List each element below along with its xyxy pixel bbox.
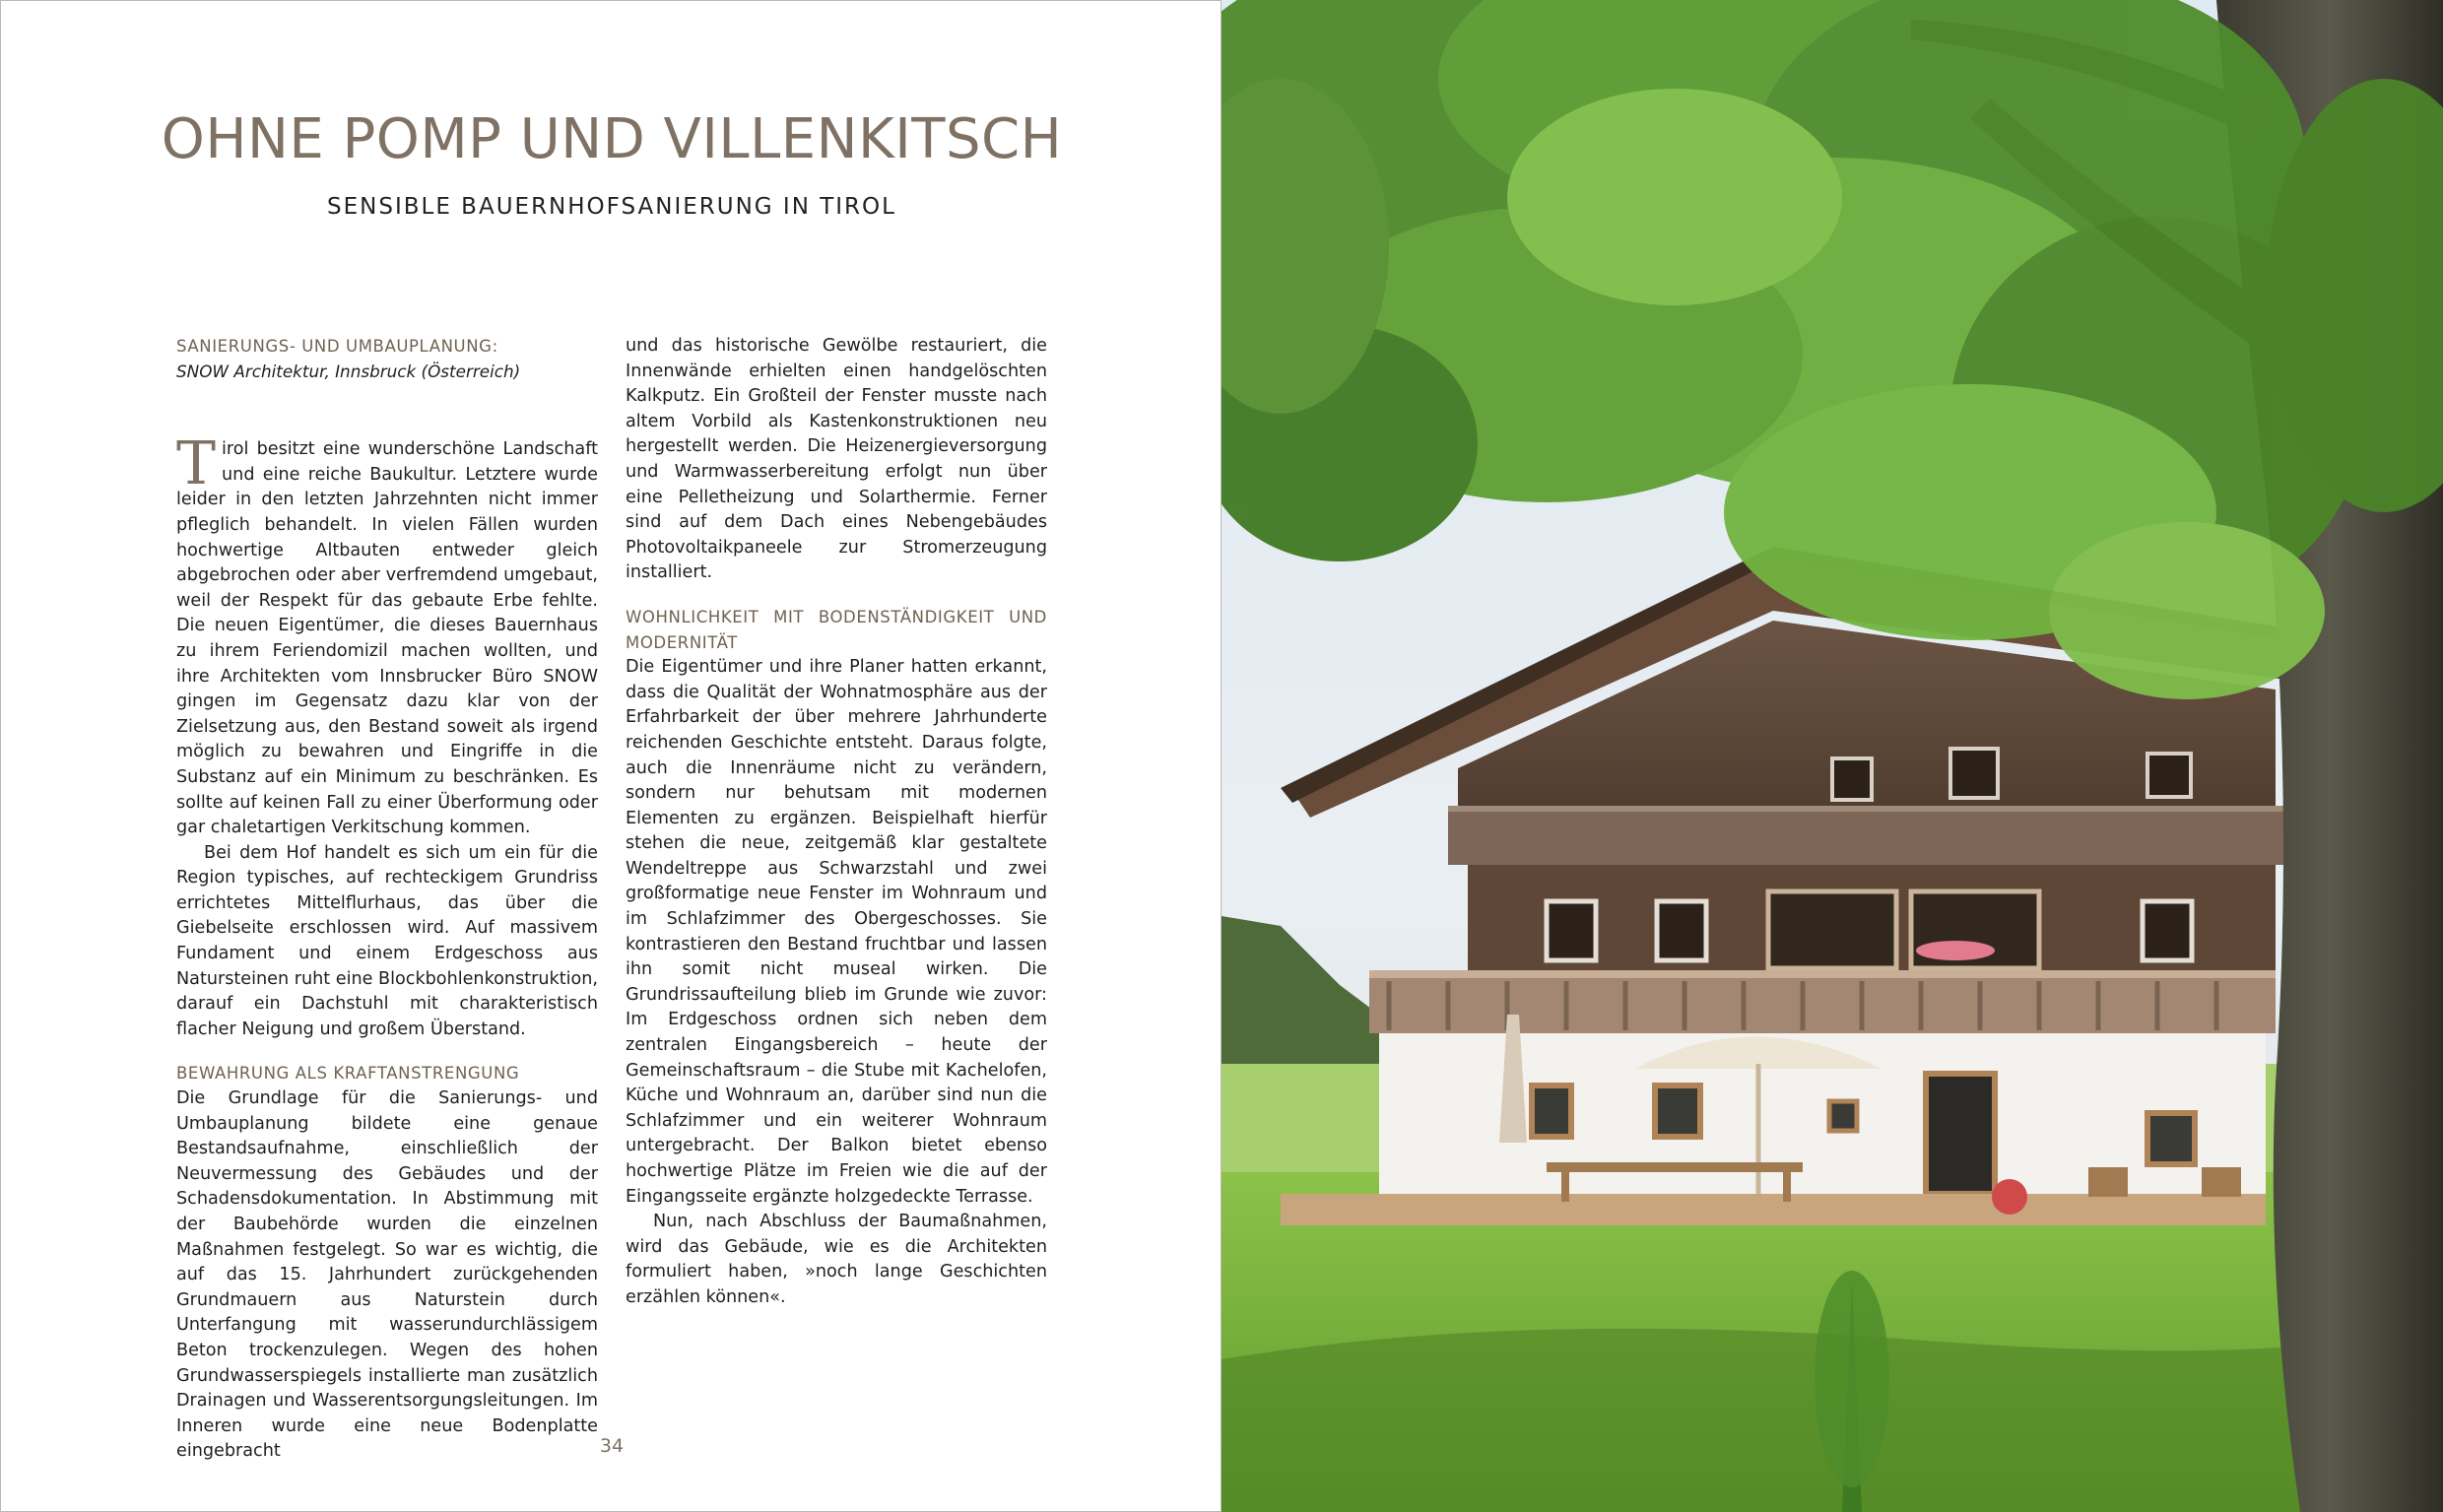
- paragraph-5: Nun, nach Abschluss der Baumaßnahmen, wird das Gebäude, wie es die Architekten formuliert haben, »noch lange Geschichten erzählen können«.: [626, 1212, 1047, 1307]
- window-large: [1768, 891, 1896, 968]
- paragraph-4: Die Eigentümer und ihre Planer hatten erkannt, dass die Qualität der Wohnatmosphäre aus der Erfahrbarkeit der über mehrere Jahrhunderte reichenden Geschichte entsteht. Daraus folgte, auch die Innenräume nicht zu verändern, sondern nur behutsam mit modernen Elementen zu ergänzen. Beispielhaft hierfür stehen die neue, zeitgemäß klar gestaltete Wendeltreppe aus Schwarzstahl und zwei großformatige neue Fenster im Wohnraum und im Schlafzimmer des Obergeschosses. Sie kontrastieren den Bestand fruchtbar und lassen ihn somit nicht museal wirken. Die Grundrissaufteilung blieb im Grunde wie zuvor: Im Erdgeschoss ordnen sich neben dem zentralen Eingangsbereich – heute der Gemeinschaftsraum – die Stube mit Kachelofen, Küche und Wohnraum an, darüber sind nun die Schlafzimmer und ein weiterer Wohnraum untergebracht. Der Balkon bietet ebenso hochwertige Plätze im Freien wie die auf der Eingangsseite ergänzte holzgedeckte Terrasse.: [626, 657, 1047, 1207]
- window: [2147, 1113, 2195, 1164]
- section-heading-1: BEWAHRUNG ALS KRAFTANSTRENGUNG: [176, 1064, 520, 1084]
- drop-cap: T: [176, 429, 217, 499]
- paragraph-2: Bei dem Hof handelt es sich um ein für die Region typisches, auf rechteckigem Grundriss errichtetes Mittelflurhaus, das über die Giebelseite erschlossen wird. Auf massivem Fundament und einem Erdgeschoss aus Natursteinen ruht eine Blockbohlenkonstruktion, darauf ein Dachstuhl mit charakteristisch flacher Neigung und großem Überstand.: [176, 842, 598, 1039]
- window: [1547, 901, 1596, 960]
- terrace: [1281, 1194, 2266, 1225]
- page-number: 34: [599, 1435, 625, 1457]
- window: [1532, 1085, 1571, 1137]
- flower-pot: [1992, 1179, 2027, 1215]
- window: [1655, 1085, 1700, 1137]
- window: [1832, 758, 1872, 800]
- upper-balcony: [1448, 806, 2285, 865]
- credit-label: SANIERUNGS- UND UMBAUPLANUNG:: [176, 337, 498, 356]
- section-heading-2: WOHNLICHKEIT MIT BODENSTÄNDIGKEIT UND MODERNITÄT: [626, 607, 1047, 652]
- window: [2147, 754, 2191, 797]
- article-subtitle: SENSIBLE BAUERNHOFSANIERUNG IN TIROL: [327, 194, 896, 220]
- text-column-right: [626, 334, 1047, 1311]
- window: [1950, 749, 1998, 798]
- door: [1926, 1074, 1995, 1194]
- paragraph-3: Die Grundlage für die Sanierungs- und Umbauplanung bildete eine genaue Bestandsaufnahme, einschließlich der Neuvermessung des Gebäudes und der Schadensdokumentation. In Abstimmung mit der Baubehörde wurden die einzelnen Maßnahmen festgelegt. So war es wichtig, die auf das 15. Jahrhundert zurückgehenden Grundmauern aus Naturstein durch Unterfangung mit wasserundurchlässigem Beton trockenzulegen. Wegen des hohen Grundwasserspiegels installierte man zusätzlich Drainagen und Wasserentsorgungsleitungen. Im Inneren wurde eine neue Bodenplatte eingebracht: [176, 1088, 598, 1462]
- flower-box: [1916, 941, 1995, 960]
- window: [1829, 1101, 1857, 1131]
- paragraph-3-continued: und das historische Gewölbe restauriert, die Innenwände erhielten einen handgelöschten Kalkputz. Ein Großteil der Fenster musste nach altem Vorbild als Kastenkonstruktionen neu hergestellt werden. Die Heizenergieversorgung und Warmwasserbereitung erfolgt nun über eine Pelletheizung und Solarthermie. Ferner sind auf dem Dach eines Nebengebäudes Photovoltaikpaneele zur Stromerzeugung installiert.: [626, 336, 1047, 583]
- window: [1657, 901, 1706, 960]
- article-title: OHNE POMP UND VILLENKITSCH: [161, 107, 1063, 171]
- credit-text: SNOW Architektur, Innsbruck (Österreich): [176, 361, 521, 381]
- intro-paragraph: [176, 429, 598, 841]
- text-column-left: [176, 334, 598, 1465]
- window: [2143, 901, 2192, 960]
- intro-text: irol besitzt eine wunderschöne Landschaft und eine reiche Baukultur. Letztere wurde leider in den letzten Jahrzehnten nicht immer pfleglich behandelt. In vielen Fällen wurden hochwertige Altbauten entweder gleich abgebrochen oder aber verfremdend umgebaut, weil der Respekt für das gebaute Erbe fehlte. Die neuen Eigentümer, die dieses Bauernhaus zu ihrem Feriendomizil machen wollten, und ihre Architekten vom Innsbrucker Büro SNOW gingen im Gegensatz dazu klar von der Zielsetzung aus, den Bestand soweit als irgend möglich zu bewahren und Eingriffe in die Substanz auf ein Minimum zu beschränken. Es sollte auf keinen Fall zu einer Überformung oder gar chaletartigen Verkitschung kommen.: [176, 439, 598, 838]
- farmhouse-photo: [1222, 0, 2443, 1512]
